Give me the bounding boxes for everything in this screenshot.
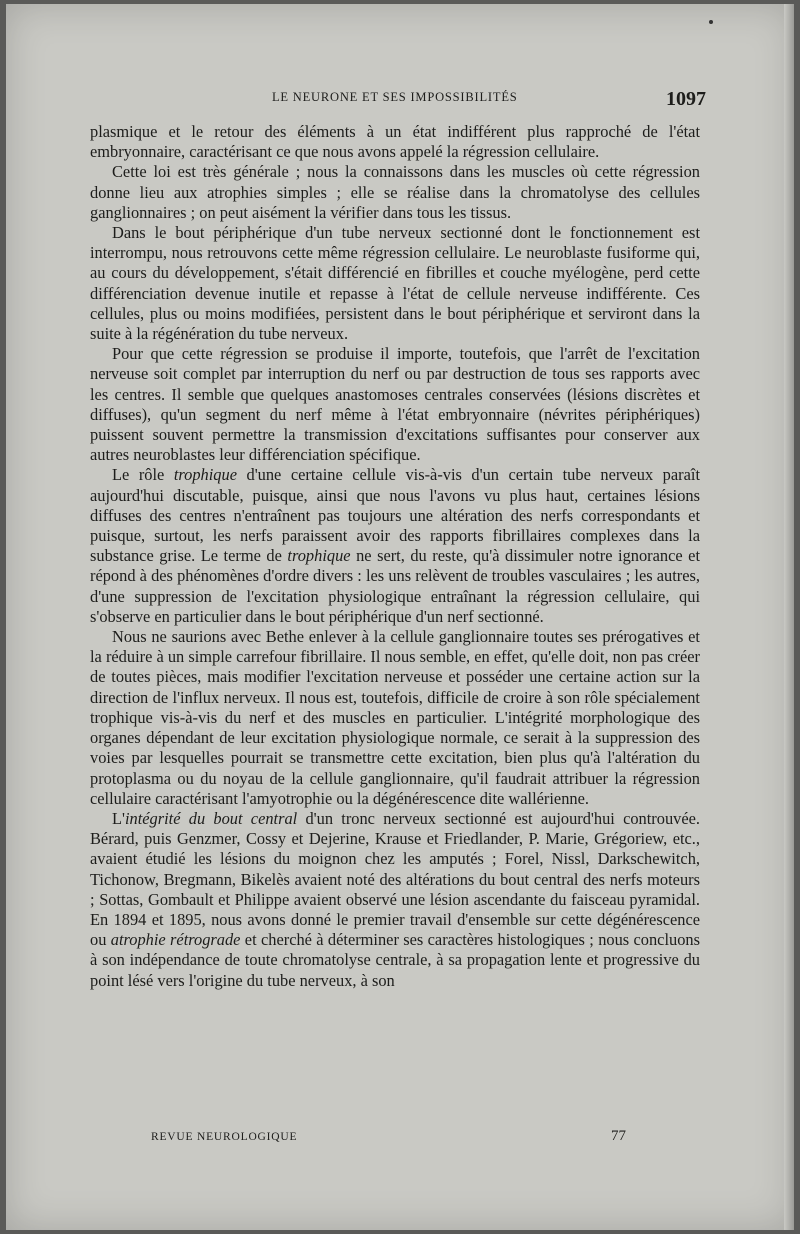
text-run: Dans le bout périphérique d'un tube nerveux sectionné dont le fonctionnement est interrompu, nous retrouvons cette même régression cellulaire. Le neuroblaste fusiforme qui, au cours du développement, s'était différencié en fibrilles et couche myélogène, perd cette différenciation devenue inutile et repasse à l'état de cellule nerveuse indifférente. Ces cellules, plus ou moins modifiées, persistent dans le bout périphérique et serviront dans la suite à la régénération du tube nerveux. <box>90 223 700 344</box>
paragraph <box>90 465 700 627</box>
scanned-page <box>6 4 794 1230</box>
text-run: ne sert, du reste, qu'à dissimuler notre ignorance et répond à des phénomènes d'ordre divers : les uns relèvent de troubles vasculaires ; les autres, d'une suppression de l'excitation physiologique entraînant la régression cellulaire, qui s'observe en particulier dans le bout périphérique d'un nerf sectionné. <box>90 546 701 626</box>
text-run: Cette loi est très générale ; nous la connaissons dans les muscles où cette régression donne lieu aux atrophies simples ; elle se réalise dans la chromatolyse des cellules ganglionnaires ; on peut aisément la vérifier dans tous les tissus. <box>90 162 700 222</box>
signature-number: 77 <box>611 1128 626 1144</box>
text-run: et cherché à déterminer ses caractères histologiques ; nous concluons à son indépendance de toute chromatolyse centrale, à sa propagation lente et progressive du point lésé vers l'origine du tube nerveux, à son <box>90 930 700 990</box>
paragraph <box>90 344 700 465</box>
paragraph <box>90 122 700 162</box>
page-number: 1097 <box>666 88 706 110</box>
italic-term: trophique <box>287 546 351 566</box>
text-run: Nous ne saurions avec Bethe enlever à la cellule ganglionnaire toutes ses prérogatives et la réduire à un simple carrefour fibrillaire. Il nous semble, en effet, qu'elle doit, non pas créer de toutes pièces, mais modifier l'excitation nerveuse et posséder une certaine action sur la direction de l'influx nerveux. Il nous est, toutefois, difficile de croire à son rôle spécialement trophique vis-à-vis du nerf et des muscles en particulier. L'intégrité morphologique des organes dépendant de leur excitation physiologique normale, ce serait à la suppression des voies par lesquelles pourrait se transmettre cette excitation, bien plus qu'à l'altération du protoplasma ou du noyau de la cellule ganglionnaire, qu'il faudrait attribuer la régression cellulaire caractérisant l'amyotrophie ou la dégénérescence dite wallérienne. <box>90 627 700 808</box>
text-run: Pour que cette régression se produise il importe, toutefois, que l'arrêt de l'excitation nerveuse soit complet par interruption du nerf ou par destruction de tous ses rapports avec les centres. Il semble que quelques anastomoses centrales conservées (lésions discrètes et diffuses), qu'un segment du nerf même à l'état embryonnaire (névrites périphériques) puissent souvent permettre la transmission d'excitations suffisantes pour conserver aux autres neuroblastes leur différenciation spécifique. <box>90 344 700 465</box>
body-text <box>90 122 700 991</box>
text-run: d'une certaine cellule vis-à-vis d'un certain tube nerveux paraît aujourd'hui discutable, puisque, ainsi que nous l'avons vu plus haut, certaines lésions diffuses des centres n'entraînent pas toujours une altération des nerfs correspondants et puisque, surtout, les nerfs paraissent avoir des rapports fibrillaires complexes dans la substance grise. Le terme de <box>90 465 700 566</box>
paragraph <box>90 627 700 809</box>
ink-speck <box>709 20 713 24</box>
running-head: LE NEURONE ET SES IMPOSSIBILITÉS <box>272 90 518 104</box>
paragraph <box>90 809 700 991</box>
text-run: plasmique et le retour des éléments à un état indifférent plus rapproché de l'état embryonnaire, caractérisant ce que nous avons appelé la régression cellulaire. <box>90 122 700 162</box>
journal-footer: REVUE NEUROLOGIQUE <box>151 1131 298 1143</box>
italic-term: intégrité du bout central <box>124 808 298 828</box>
paragraph <box>90 223 700 344</box>
italic-term: atrophie rétrograde <box>110 930 241 950</box>
text-run: Le rôle <box>112 465 174 485</box>
italic-term: trophique <box>173 465 237 485</box>
paragraph <box>90 162 700 223</box>
text-run: d'un tronc nerveux sectionné est aujourd'hui controuvée. Bérard, puis Genzmer, Cossy et Dejerine, Krause et Friedlander, P. Marie, Grégoriew, etc., avaient étudié les lésions du moignon chez les amputés ; Forel, Nissl, Darkschewitch, Tichonow, Bregmann, Bikelès avaient noté des altérations du bout central des nerfs moteurs ; Sottas, Gombault et Philippe avaient observé une lésion ascendante du faisceau pyramidal. En 1894 et 1895, nous avons donné le premier travail d'ensemble sur cette dégénérescence ou <box>90 808 700 950</box>
text-run: L' <box>112 808 125 828</box>
page-edge-shadow <box>784 4 794 1230</box>
